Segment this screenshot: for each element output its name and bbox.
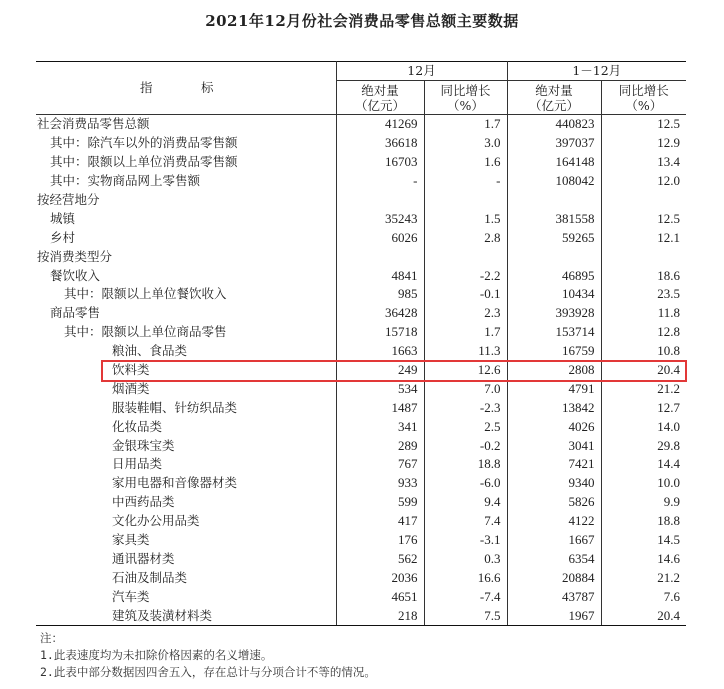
cell-ytd-growth: 20.4 [601, 361, 686, 380]
cell-dec-absolute: 341 [336, 417, 424, 436]
header-growth-line1: 同比增长 [440, 83, 491, 98]
cell-dec-absolute: 767 [336, 455, 424, 474]
cell-ytd-absolute: 4026 [507, 417, 601, 436]
row-label: 其中：限额以上单位商品零售 [64, 324, 227, 340]
cell-ytd-growth: 10.0 [601, 474, 686, 493]
cell-dec-growth: 7.4 [424, 512, 507, 531]
cell-ytd-absolute: 16759 [507, 342, 601, 361]
table-row [36, 247, 686, 266]
table-row [36, 512, 686, 531]
cell-dec-growth: -6.0 [424, 474, 507, 493]
cell-ytd-absolute: 7421 [507, 455, 601, 474]
cell-dec-growth: 7.0 [424, 379, 507, 398]
page-title: 2021年12月份社会消费品零售总额主要数据 [205, 12, 519, 30]
header-indicator: 指 标 [36, 62, 336, 115]
cell-ytd-absolute: 381558 [507, 209, 601, 228]
cell-ytd-absolute: 153714 [507, 323, 601, 342]
cell-ytd-absolute: 5826 [507, 493, 601, 512]
cell-dec-growth: 1.7 [424, 115, 507, 134]
row-label: 餐饮收入 [50, 267, 101, 283]
cell-ytd-growth: 11.8 [601, 304, 686, 323]
header-growth-line2: （%） [447, 98, 484, 113]
cell-ytd-growth: 12.1 [601, 228, 686, 247]
cell-ytd-absolute: 6354 [507, 549, 601, 568]
cell-dec-growth: 18.8 [424, 455, 507, 474]
header-dec-growth [424, 81, 507, 115]
cell-dec-absolute: 1487 [336, 398, 424, 417]
cell-ytd-absolute: 164148 [507, 153, 601, 172]
row-label: 汽车类 [112, 588, 150, 604]
cell-ytd-absolute [507, 191, 601, 210]
table-row [36, 342, 686, 361]
cell-ytd-growth: 20.4 [601, 606, 686, 625]
row-label: 化妆品类 [112, 418, 163, 434]
cell-ytd-growth: 14.6 [601, 549, 686, 568]
cell-dec-absolute: 534 [336, 379, 424, 398]
row-label: 日用品类 [112, 456, 163, 472]
cell-ytd-growth: 14.0 [601, 417, 686, 436]
cell-ytd-absolute: 46895 [507, 266, 601, 285]
cell-ytd-growth: 13.4 [601, 153, 686, 172]
cell-ytd-growth: 18.6 [601, 266, 686, 285]
cell-dec-absolute: 933 [336, 474, 424, 493]
cell-ytd-absolute [507, 247, 601, 266]
cell-ytd-growth: 7.6 [601, 587, 686, 606]
table-row [36, 228, 686, 247]
cell-ytd-absolute: 59265 [507, 228, 601, 247]
cell-dec-growth: 2.3 [424, 304, 507, 323]
table-row [36, 285, 686, 304]
cell-ytd-growth: 12.5 [601, 115, 686, 134]
row-label: 家用电器和音像器材类 [112, 475, 238, 491]
header-period-december: 12月 [336, 62, 507, 81]
header-growth-line2: （%） [625, 98, 663, 113]
row-label: 按经营地分 [37, 192, 100, 207]
cell-dec-absolute: 15718 [336, 323, 424, 342]
cell-dec-absolute: 249 [336, 361, 424, 380]
table-row [36, 379, 686, 398]
header-growth-line1: 同比增长 [618, 83, 669, 98]
cell-dec-absolute [336, 191, 424, 210]
table-row [36, 361, 686, 380]
table-row [36, 587, 686, 606]
cell-dec-absolute: 16703 [336, 153, 424, 172]
cell-ytd-absolute: 397037 [507, 134, 601, 153]
cell-ytd-absolute: 4791 [507, 379, 601, 398]
table-row [36, 304, 686, 323]
cell-dec-absolute: 289 [336, 436, 424, 455]
cell-dec-absolute: 41269 [336, 115, 424, 134]
cell-dec-growth: 7.5 [424, 606, 507, 625]
table-row [36, 531, 686, 550]
table-row [36, 455, 686, 474]
header-abs-line2: （亿元） [528, 98, 579, 113]
cell-dec-growth: -7.4 [424, 587, 507, 606]
row-label: 饮料类 [112, 362, 150, 378]
table-row [36, 398, 686, 417]
cell-dec-absolute: 985 [336, 285, 424, 304]
row-label: 烟酒类 [112, 380, 150, 396]
cell-ytd-absolute: 13842 [507, 398, 601, 417]
cell-dec-absolute: 36428 [336, 304, 424, 323]
footnotes [40, 630, 376, 681]
table-row [36, 191, 686, 210]
table-row [36, 323, 686, 342]
cell-ytd-absolute: 9340 [507, 474, 601, 493]
cell-ytd-absolute: 440823 [507, 115, 601, 134]
cell-ytd-growth: 18.8 [601, 512, 686, 531]
cell-ytd-absolute: 10434 [507, 285, 601, 304]
cell-dec-growth: 3.0 [424, 134, 507, 153]
cell-ytd-absolute: 108042 [507, 172, 601, 191]
note-line-2: 2.此表中部分数据因四舍五入，存在总计与分项合计不等的情况。 [40, 665, 376, 679]
cell-dec-absolute: - [336, 172, 424, 191]
table-row [36, 474, 686, 493]
row-label: 其中：限额以上单位消费品零售额 [50, 154, 238, 170]
cell-ytd-absolute: 3041 [507, 436, 601, 455]
cell-dec-absolute [336, 247, 424, 266]
table-row [36, 549, 686, 568]
table-row [36, 172, 686, 191]
table-body [36, 115, 686, 626]
cell-dec-growth: 16.6 [424, 568, 507, 587]
table-row [36, 436, 686, 455]
cell-dec-growth: 1.5 [424, 209, 507, 228]
cell-dec-absolute: 218 [336, 606, 424, 625]
cell-dec-absolute: 1663 [336, 342, 424, 361]
cell-ytd-growth: 21.2 [601, 568, 686, 587]
cell-dec-growth: 1.7 [424, 323, 507, 342]
row-label: 按消费类型分 [37, 248, 113, 264]
cell-ytd-growth: 29.8 [601, 436, 686, 455]
cell-ytd-growth: 12.7 [601, 398, 686, 417]
row-label: 建筑及装潢材料类 [36, 606, 336, 625]
cell-dec-growth [424, 247, 507, 266]
cell-dec-absolute: 4841 [336, 266, 424, 285]
row-label: 家具类 [112, 532, 150, 548]
row-label: 中西药品类 [112, 494, 175, 510]
cell-dec-growth: 0.3 [424, 549, 507, 568]
cell-dec-absolute: 562 [336, 549, 424, 568]
table-row [36, 417, 686, 436]
table-row [36, 493, 686, 512]
cell-ytd-growth: 12.5 [601, 209, 686, 228]
cell-dec-growth: -2.3 [424, 398, 507, 417]
cell-dec-growth: 11.3 [424, 342, 507, 361]
table-row [36, 606, 686, 625]
header-period-year-to-date: 1－12月 [507, 62, 686, 81]
cell-ytd-absolute: 1967 [507, 606, 601, 625]
cell-ytd-absolute: 2808 [507, 361, 601, 380]
table-row [36, 209, 686, 228]
cell-dec-growth: -0.1 [424, 285, 507, 304]
cell-dec-absolute: 599 [336, 493, 424, 512]
cell-ytd-growth: 10.8 [601, 342, 686, 361]
cell-dec-absolute: 176 [336, 531, 424, 550]
cell-dec-growth: 2.8 [424, 228, 507, 247]
cell-ytd-absolute: 4122 [507, 512, 601, 531]
header-abs-line2: （亿元） [354, 98, 405, 113]
row-label: 社会消费品零售总额 [37, 116, 150, 132]
header-row-periods [36, 62, 686, 81]
row-label: 其中：实物商品网上零售额 [50, 173, 201, 189]
cell-dec-growth [424, 191, 507, 210]
row-label: 商品零售 [50, 305, 101, 321]
header-dec-absolute [336, 81, 424, 115]
cell-dec-absolute: 35243 [336, 209, 424, 228]
cell-ytd-absolute: 43787 [507, 587, 601, 606]
cell-ytd-growth [601, 191, 686, 210]
table-row [36, 134, 686, 153]
row-label: 乡村 [50, 229, 76, 245]
cell-ytd-growth: 23.5 [601, 285, 686, 304]
cell-dec-growth: -0.2 [424, 436, 507, 455]
cell-ytd-growth: 14.4 [601, 455, 686, 474]
row-label: 金银珠宝类 [112, 437, 175, 453]
cell-ytd-growth: 14.5 [601, 531, 686, 550]
cell-ytd-growth: 12.8 [601, 323, 686, 342]
header-abs-line1: 绝对量 [535, 83, 573, 98]
cell-ytd-growth [601, 247, 686, 266]
row-label: 文化办公用品类 [112, 513, 200, 529]
row-label: 其中：除汽车以外的消费品零售额 [50, 135, 238, 151]
header-abs-line1: 绝对量 [361, 83, 399, 98]
cell-dec-absolute: 6026 [336, 228, 424, 247]
cell-dec-growth: 1.6 [424, 153, 507, 172]
cell-ytd-growth: 12.9 [601, 134, 686, 153]
cell-dec-growth: 12.6 [424, 361, 507, 380]
row-label: 石油及制品类 [112, 569, 188, 585]
row-label: 其中：限额以上单位餐饮收入 [64, 286, 227, 302]
table-row [36, 115, 686, 134]
cell-dec-growth: -2.2 [424, 266, 507, 285]
note-line-1: 1.此表速度均为未扣除价格因素的名义增速。 [40, 648, 273, 662]
table-row [36, 266, 686, 285]
cell-dec-growth: 2.5 [424, 417, 507, 436]
cell-dec-growth: - [424, 172, 507, 191]
cell-dec-absolute: 417 [336, 512, 424, 531]
table-row [36, 153, 686, 172]
row-label: 城镇 [50, 210, 76, 226]
cell-ytd-absolute: 1667 [507, 531, 601, 550]
cell-ytd-absolute: 393928 [507, 304, 601, 323]
retail-sales-table [36, 61, 686, 626]
cell-ytd-absolute: 20884 [507, 568, 601, 587]
header-ytd-absolute [507, 81, 601, 115]
table-row [36, 568, 686, 587]
cell-ytd-growth: 9.9 [601, 493, 686, 512]
cell-ytd-growth: 21.2 [601, 379, 686, 398]
cell-dec-growth: -3.1 [424, 531, 507, 550]
cell-dec-growth: 9.4 [424, 493, 507, 512]
cell-dec-absolute: 36618 [336, 134, 424, 153]
cell-dec-absolute: 4651 [336, 587, 424, 606]
row-label: 通讯器材类 [112, 550, 175, 566]
row-label: 服装鞋帽、针纺织品类 [112, 399, 238, 415]
cell-ytd-growth: 12.0 [601, 172, 686, 191]
notes-heading: 注： [40, 631, 63, 645]
row-label: 粮油、食品类 [112, 343, 188, 359]
cell-dec-absolute: 2036 [336, 568, 424, 587]
header-ytd-growth [601, 81, 686, 115]
